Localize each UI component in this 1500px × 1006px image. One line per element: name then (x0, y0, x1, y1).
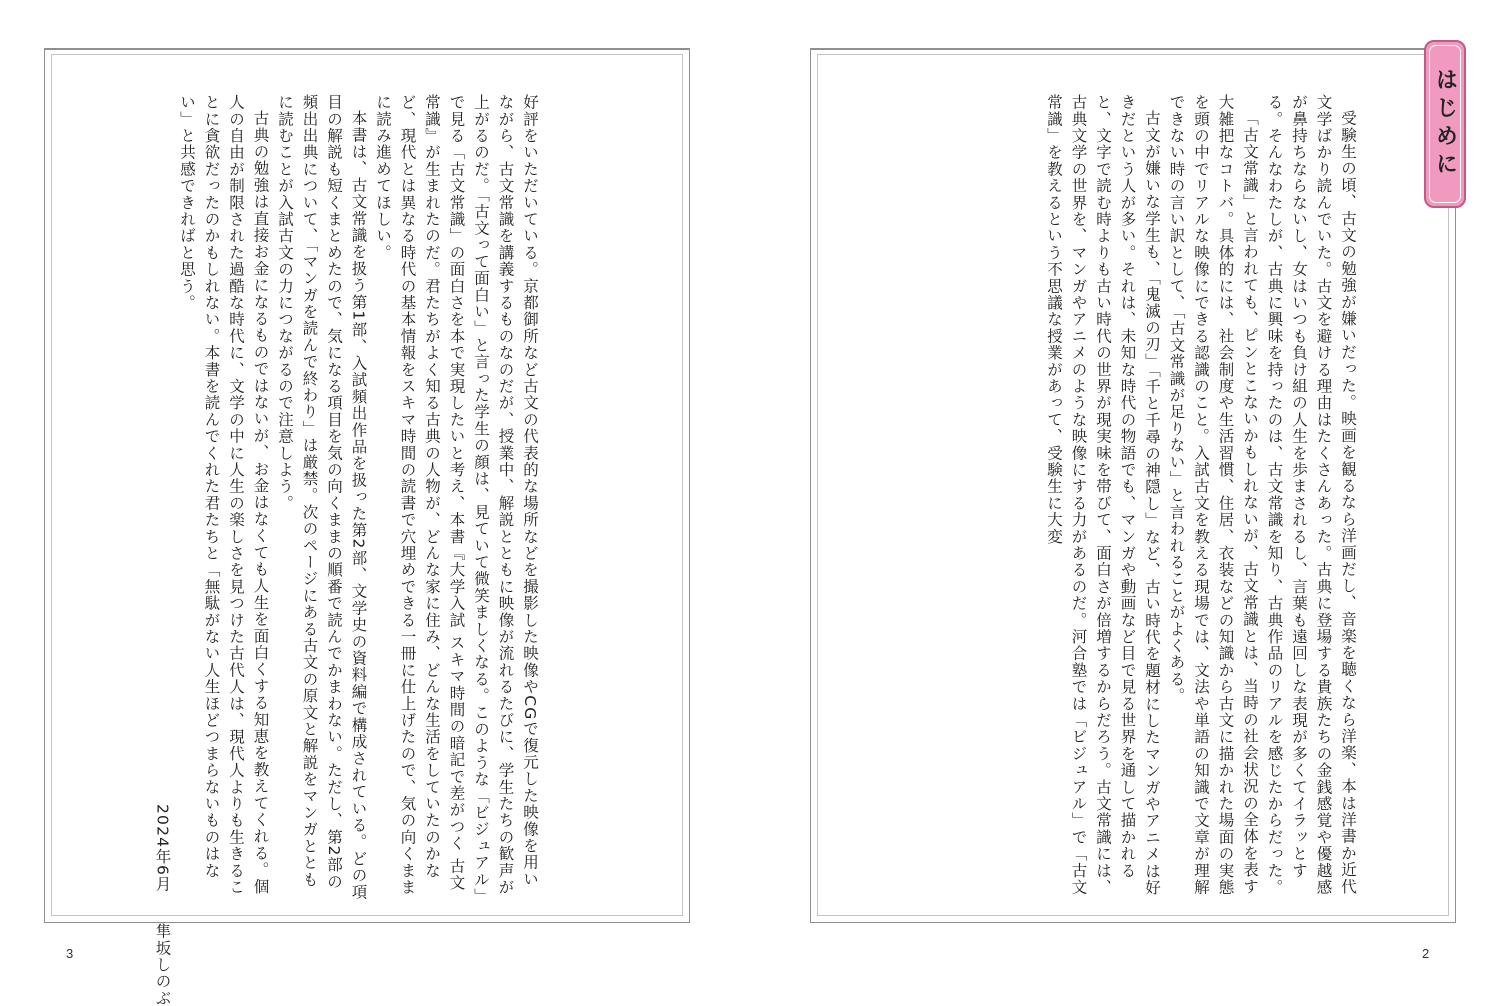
date-text: 2024年6月 (153, 804, 172, 893)
paragraph: 「古文常識」と言われても、ピンとこないかもしれないが、古文常識とは、当時の社会状況の全体を表す大雑把なコトバ。具体的には、社会制度や生活習慣、住居、衣装などの知識から古文に描かれた場面の実態を頭の中でリアルな映像にできる認識のこと。入試古文を教える現場では、文法や単語の知識で文章が理解できない時の言い訳として、「古文常識が足りない」と言われることがよくある。 (1167, 94, 1259, 896)
paragraph: 本書は、古文常識を扱う第1部、入試頻出作品を扱った第2部、文学史の資料編で構成されている。どの項目の解説も短くまとめたので、気になる項目を気の向くままの順番で読んでかまわない。ただし、第2部の頻出出典について、「マンガを読んで終わり」は厳禁。次のページにある古文の原文と解説をマンガとともに読むことが入試古文の力につながるので注意しよう。 (276, 94, 368, 900)
signature-line (150, 94, 175, 1006)
title-badge (1424, 40, 1466, 208)
paragraph: 古典の勉強は直接お金になるものではないが、お金はなくても人生を面白くする知恵を教えてくれる。個人の自由が制限された過酷な時代に、文学の中に人生の楽しさを見つけた古代人は、現代人よりも生きることに貪欲だったのかもしれない。本書を読んでくれた君たちと「無駄がない人生ほどつまらないものはない」と共感できればと思う。 (178, 94, 270, 896)
paragraph: 古文が嫌いな学生も、「鬼滅の刃」「千と千尋の神隠し」など、古い時代を題材にしたマンガやアニメは好きだという人が多い。それは、未知な時代の物語でも、マンガや動画など目で見る世界を通して描かれると、文字で読む時よりも古い時代の世界が現実味を帯びて、面白さが倍増するからだろう。古文常識には、古典文学の世界を、マンガやアニメのような映像にする力があるのだ。河合塾では「ビジュアル」で「古文常識」を教えるという不思議な授業があって、受験生に大変 (1045, 94, 1161, 896)
left-page-body (0, 94, 542, 1006)
page-number-right: 2 (1422, 946, 1430, 961)
author-name: 隼坂しのぶ (153, 922, 172, 1006)
right-page-body (820, 94, 1360, 904)
page-number-left: 3 (66, 946, 74, 961)
paragraph: 受験生の頃、古文の勉強が嫌いだった。映画を観るなら洋画だし、音楽を聴くなら洋楽、本は洋書か近代文学ばかり読んでいた。古文を避ける理由はたくさんあった。古典に登場する貴族たちの金銭感覚や優越感が鼻持ちならないし、女はいつも負け組の人生を歩まされるし、言葉も遠回しな表現が多くてイラッとする。そんなわたしが、古典に興味を持ったのは、古文常識を知り、古典作品のリアルを感じたからだった。 (1265, 94, 1357, 896)
paragraph: 好評をいただいている。京都御所など古文の代表的な場所などを撮影した映像やCGで復元した映像を用いながら、古文常識を講義するものなのだが、授業中、解説とともに映像が流れるたびに、学生たちの歓声が上がるのだ。「古文って面白い」と言った学生の顔は、見ていて微笑ましくなる。このような「ビジュアル」で見る「古文常識」の面白さを本で実現したいと考え、本書『大学入試 スキマ時間の暗記で差がつく 古文常識』が生まれたのだ。君たちがよく知る古典の人物が、どんな家に住み、どんな生活をしていたのかなど、現代とは異なる時代の基本情報をスキマ時間の読書で穴埋めできる一冊に仕上げたので、気の向くままに読み進めてほしい。 (374, 94, 539, 897)
page-title: はじめに (1432, 68, 1458, 180)
